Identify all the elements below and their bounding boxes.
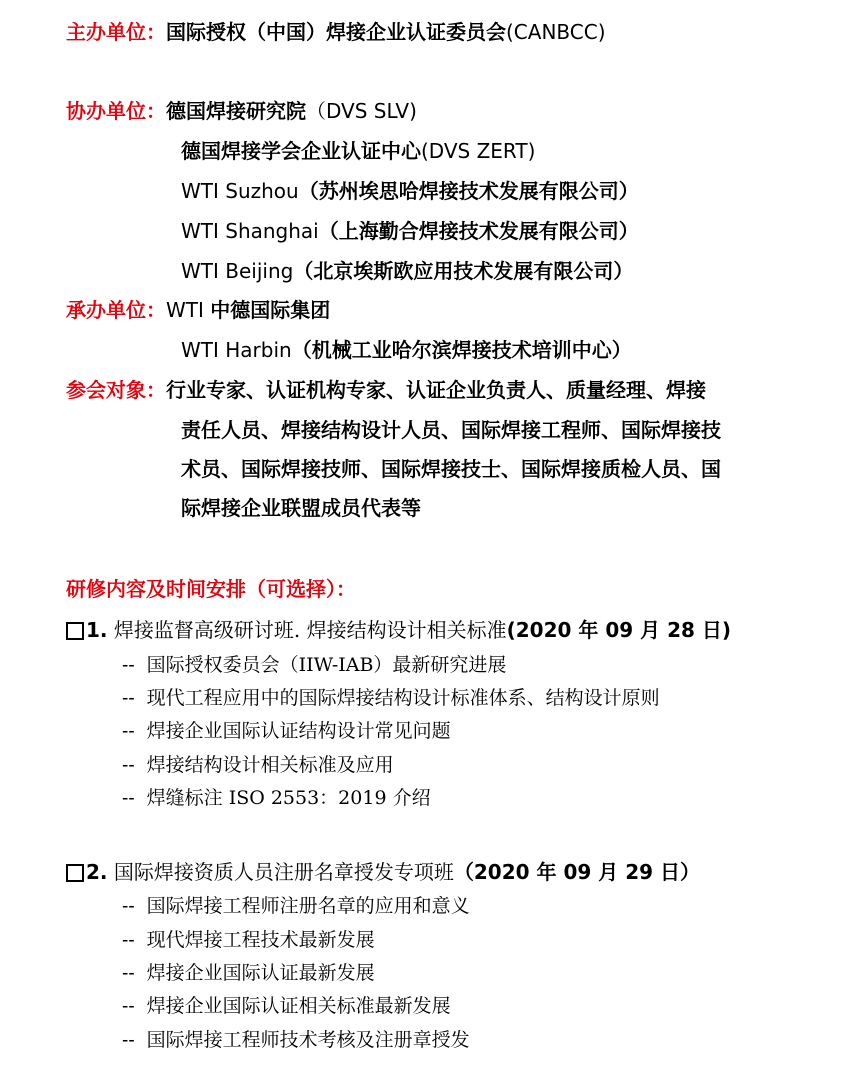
course-1-item [122,784,431,813]
undertaker-code: WTI [166,298,211,322]
co-organizer-row-5 [181,257,633,285]
course-1-item [122,684,660,713]
dash: -- [122,1030,135,1051]
co-organizer-label: 协办单位： [66,99,166,123]
course-1-item [122,651,506,680]
course-2-item [122,959,375,988]
co-organizer-row-2 [181,137,535,165]
host-label: 主办单位： [66,20,166,44]
course-item-text: 现代焊接工程技术最新发展 [146,929,375,951]
course-1-number: 1. [86,618,108,642]
undertaker-label: 承办单位： [66,298,166,322]
dash: -- [122,788,135,809]
co-organizer-name: （北京埃斯欧应用技术发展有限公司） [293,259,634,283]
co-organizer-code: WTI Suzhou [181,179,299,203]
co-organizer-row-3 [181,177,639,205]
course-2-item [122,1026,470,1055]
dash: -- [122,721,135,742]
host-abbr: (CANBCC) [506,20,606,44]
participants-row-4: 际焊接企业联盟成员代表等 [181,496,421,520]
course-1-title: 焊接监督高级研讨班. 焊接结构设计相关标准 [113,618,507,642]
course-item-text: 焊接企业国际认证最新发展 [146,962,375,984]
course-item-text: 国际焊接工程师技术考核及注册章授发 [146,1029,470,1051]
co-organizer-name: 德国焊接学会企业认证中心 [181,139,421,163]
co-organizer-abbr: （DVS SLV) [306,99,417,123]
dash: -- [122,755,135,776]
course-1-checkbox[interactable] [66,622,84,640]
course-2-item [122,892,470,921]
participants-row-3: 术员、国际焊接技师、国际焊接技士、国际焊接质检人员、国 [181,457,721,481]
participants-label: 参会对象： [66,378,166,402]
course-item-text: 焊接企业国际认证结构设计常见问题 [146,720,451,742]
course-2-date: （2020 年 09 月 29 日） [453,860,701,884]
course-2-item [122,926,375,955]
undertaker-name: （机械工业哈尔滨焊接技术培训中心） [291,338,632,362]
course-item-text: 焊接企业国际认证相关标准最新发展 [146,995,451,1017]
host-name: 国际授权（中国）焊接企业认证委员会 [166,20,506,44]
co-organizer-name: 德国焊接研究院 [166,99,306,123]
co-organizer-code: WTI Shanghai [181,219,319,243]
course-item-text: 焊缝标注 ISO 2553：2019 介绍 [146,787,431,809]
course-1-date: (2020 年 09 月 28 日) [506,618,732,642]
course-2-title: 国际焊接资质人员注册名章授发专项班 [113,860,454,884]
co-organizer-code: WTI Beijing [181,259,294,283]
dash: -- [122,930,135,951]
course-1-header [66,616,731,644]
course-1-item [122,717,451,746]
course-item-text: 国际授权委员会（IIW-IAB）最新研究进展 [146,654,507,676]
co-organizer-abbr: (DVS ZERT) [421,139,536,163]
course-2-checkbox[interactable] [66,864,84,882]
course-item-text: 现代工程应用中的国际焊接结构设计标准体系、结构设计原则 [146,687,660,709]
dash: -- [122,996,135,1017]
course-1-item [122,751,394,780]
dash: -- [122,655,135,676]
dash: -- [122,963,135,984]
participants-row-2: 责任人员、焊接结构设计人员、国际焊接工程师、国际焊接技 [181,418,721,442]
participants-row-1 [66,376,706,404]
participants-text: 行业专家、认证机构专家、认证企业负责人、质量经理、焊接 [166,378,706,402]
course-2-number: 2. [86,860,108,884]
dash: -- [122,688,135,709]
co-organizer-name: （上海勤合焊接技术发展有限公司） [318,219,639,243]
host-row [66,18,606,46]
undertaker-code: WTI Harbin [181,338,292,362]
course-item-text: 国际焊接工程师注册名章的应用和意义 [146,895,470,917]
undertaker-row-2 [181,336,632,364]
undertaker-name: 中德国际集团 [210,298,331,322]
course-2-header [66,858,700,886]
co-organizer-row-1 [66,97,417,125]
course-2-item [122,992,451,1021]
schedule-heading: 研修内容及时间安排（可选择）： [66,577,356,601]
undertaker-row-1 [66,296,330,324]
co-organizer-name: （苏州埃思哈焊接技术发展有限公司） [298,179,639,203]
co-organizer-row-4 [181,217,639,245]
dash: -- [122,896,135,917]
course-item-text: 焊接结构设计相关标准及应用 [146,754,394,776]
